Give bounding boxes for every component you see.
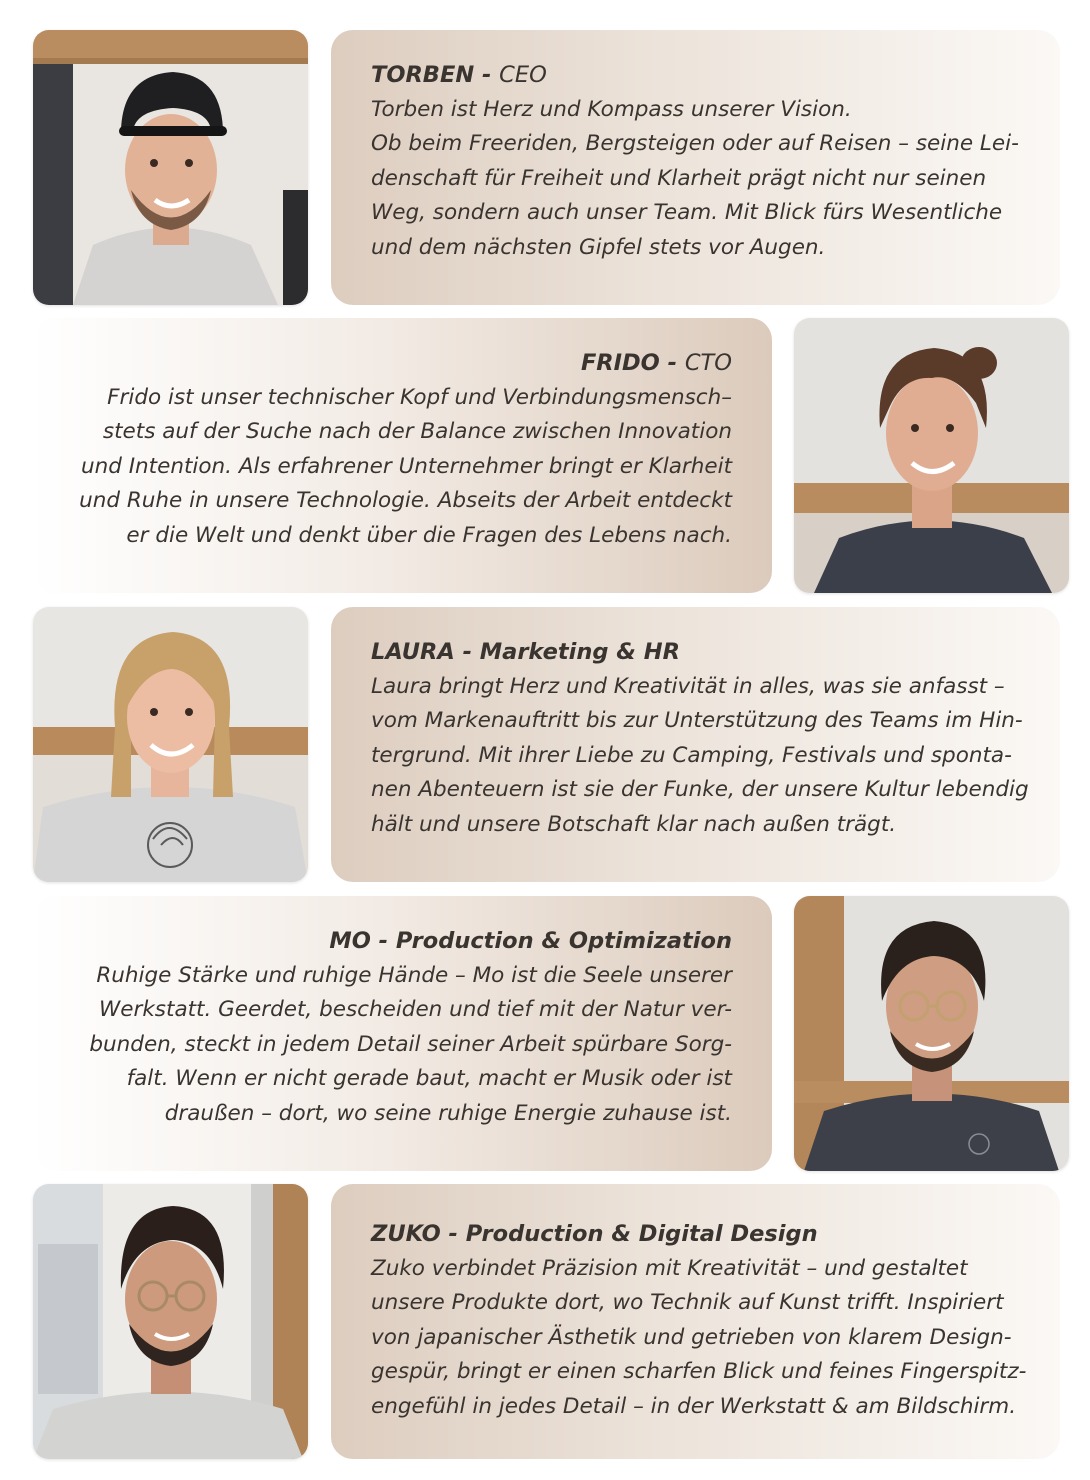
bio-line: Ruhige Stärke und ruhige Hände – Mo ist die Seele unserer xyxy=(96,962,732,988)
bio-line: draußen – dort, wo seine ruhige Energie zuhause ist. xyxy=(164,1100,732,1126)
member-role: CEO xyxy=(499,62,547,88)
photo-frido xyxy=(794,318,1069,593)
heading-separator: - xyxy=(659,350,685,376)
bio-line: Zuko verbindet Präzision mit Kreativität – und gestaltet xyxy=(371,1255,968,1281)
member-role: Marketing & HR xyxy=(479,639,680,665)
bio-line: Ob beim Freeriden, Bergsteigen oder auf Reisen – seine Lei- xyxy=(371,131,1019,157)
member-heading xyxy=(53,924,732,959)
bio-line: Torben ist Herz und Kompass unserer Vision. xyxy=(371,96,852,122)
bio-line: Weg, sondern auch unser Team. Mit Blick fürs Wesentliche xyxy=(371,200,1003,226)
member-role: Production & Digital Design xyxy=(465,1221,818,1247)
bio-line: nen Abenteuern ist sie der Funke, der unsere Kultur lebendig xyxy=(371,777,1029,803)
bio-line: stets auf der Suche nach der Balance zwischen Innovation xyxy=(102,419,732,445)
card-laura xyxy=(331,607,1060,882)
bio-line: und Ruhe in unsere Technologie. Abseits der Arbeit entdeckt xyxy=(79,488,732,514)
heading-separator: - xyxy=(454,639,480,665)
portrait-laura-icon xyxy=(33,607,308,882)
heading-separator: - xyxy=(474,62,500,88)
bio-line: von japanischer Ästhetik und getrieben von klarem Design- xyxy=(371,1324,1012,1350)
member-heading xyxy=(53,346,732,381)
card-zuko xyxy=(331,1184,1060,1459)
bio-line: unsere Produkte dort, wo Technik auf Kunst trifft. Inspiriert xyxy=(371,1290,1004,1316)
member-name: LAURA xyxy=(371,639,455,665)
heading-separator: - xyxy=(440,1221,466,1247)
member-heading xyxy=(371,1217,1040,1252)
photo-mo xyxy=(794,896,1069,1171)
bio-line: Laura bringt Herz und Kreativität in alles, was sie anfasst – xyxy=(371,673,1005,699)
member-role: Production & Optimization xyxy=(395,928,732,954)
card-frido xyxy=(33,318,772,593)
photo-laura xyxy=(33,607,308,882)
member-name: ZUKO xyxy=(371,1221,441,1247)
bio-line: und Intention. Als erfahrener Unternehmer bringt er Klarheit xyxy=(80,453,732,479)
photo-torben xyxy=(33,30,308,305)
bio-line: falt. Wenn er nicht gerade baut, macht er Musik oder ist xyxy=(126,1066,732,1092)
bio-line: Werkstatt. Geerdet, bescheiden und tief mit der Natur ver- xyxy=(99,997,732,1023)
member-name: TORBEN xyxy=(371,62,475,88)
member-role: CTO xyxy=(684,350,732,376)
portrait-zuko-icon xyxy=(33,1184,308,1459)
bio-line: bunden, steckt in jedem Detail seiner Arbeit spürbare Sorg- xyxy=(89,1031,732,1057)
member-bio xyxy=(371,93,1040,266)
bio-line: Frido ist unser technischer Kopf und Verbindungsmensch– xyxy=(107,384,732,410)
heading-separator: - xyxy=(370,928,396,954)
bio-line: tergrund. Mit ihrer Liebe zu Camping, Festivals und sponta- xyxy=(371,742,1012,768)
bio-line: und dem nächsten Gipfel stets vor Augen. xyxy=(371,234,826,260)
member-bio xyxy=(53,381,732,554)
bio-line: er die Welt und denkt über die Fragen des Lebens nach. xyxy=(126,522,732,548)
bio-line: engefühl in jedes Detail – in der Werkstatt & am Bildschirm. xyxy=(371,1393,1017,1419)
bio-line: gespür, bringt er einen scharfen Blick und feines Fingerspitz- xyxy=(371,1359,1027,1385)
card-torben xyxy=(331,30,1060,305)
portrait-mo-icon xyxy=(794,896,1069,1171)
bio-line: hält und unsere Botschaft klar nach außen trägt. xyxy=(371,811,897,837)
member-bio xyxy=(371,1252,1040,1425)
photo-zuko xyxy=(33,1184,308,1459)
member-bio xyxy=(371,670,1040,843)
member-heading xyxy=(371,58,1040,93)
member-name: FRIDO xyxy=(580,350,660,376)
member-heading xyxy=(371,635,1040,670)
member-name: MO xyxy=(329,928,371,954)
portrait-frido-icon xyxy=(794,318,1069,593)
member-bio xyxy=(53,959,732,1132)
portrait-torben-icon xyxy=(33,30,308,305)
bio-line: vom Markenauftritt bis zur Unterstützung des Teams im Hin- xyxy=(371,708,1023,734)
card-mo xyxy=(33,896,772,1171)
bio-line: denschaft für Freiheit und Klarheit prägt nicht nur seinen xyxy=(371,165,987,191)
